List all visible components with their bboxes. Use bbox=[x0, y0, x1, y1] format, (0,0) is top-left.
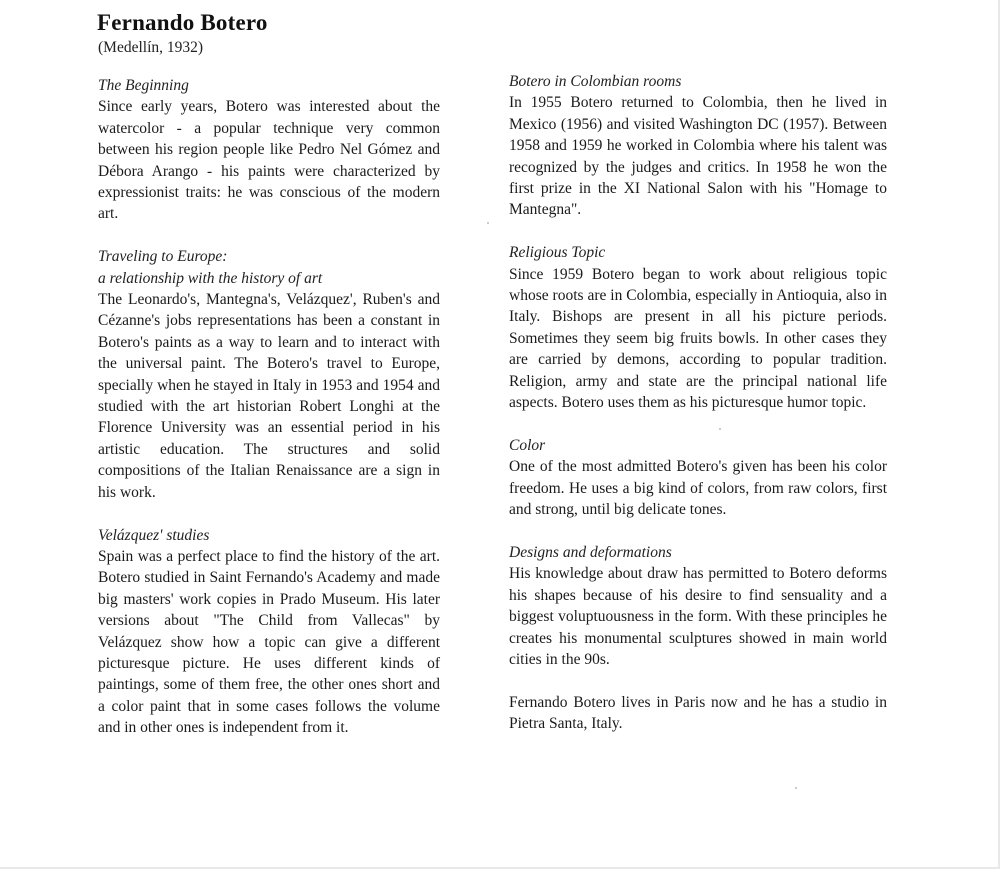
section-body: The Leonardo's, Mantegna's, Velázquez', Ruben's and Cézanne's jobs representations has been a constant in Botero's paints as a way to learn and to interact with the universal paint. The Botero's travel to Europe, specially when he stayed in Italy in 1953 and 1954 and studied with the art historian Robert Longhi at the Florence University was an essential period in his artistic education. The structures and solid compositions of the Italian Renaissance are a sign in his work. bbox=[98, 291, 440, 501]
section-body: Spain was a perfect place to find the history of the art. Botero studied in Saint Fernando's Academy and made big masters' work copies in Prado Museum. His later versions about "The Child from Vallecas" by Velázquez show how a topic can give a different picturesque picture. He uses different kinds of paintings, some of them free, the other ones short and a color paint that in some cases follows the volume and in other ones is independent from it. bbox=[98, 547, 440, 737]
section-heading: Traveling to Europe: bbox=[98, 248, 228, 266]
section-designs-and-deformations bbox=[509, 542, 887, 670]
section-heading: Botero in Colombian rooms bbox=[509, 73, 682, 90]
section-botero-in-colombian-rooms bbox=[509, 71, 887, 221]
section-body: One of the most admitted Botero's given has been his color freedom. He uses a big kind of colors, from raw colors, first and strong, until big delicate tones. bbox=[509, 458, 887, 519]
closing-paragraph bbox=[509, 692, 887, 735]
section-color bbox=[509, 435, 887, 521]
section-subheading: a relationship with the history of art bbox=[98, 269, 323, 287]
left-column bbox=[98, 75, 440, 760]
page-title: Fernando Botero bbox=[97, 10, 268, 35]
section-traveling-to-europe bbox=[98, 246, 440, 503]
page-subtitle: (Medellín, 1932) bbox=[98, 39, 204, 56]
section-body: His knowledge about draw has permitted to Botero deforms his shapes because of his desire to find sensuality and a biggest voluptuousness in the form. With these principles he creates his monumental sculptures showed in main world cities in the 90s. bbox=[509, 565, 887, 668]
section-velazquez-studies bbox=[98, 525, 440, 739]
section-heading: Designs and deformations bbox=[509, 543, 672, 561]
section-body: Since 1959 Botero began to work about religious topic whose roots are in Colombia, especially in Antioquia, also in Italy. Bishops are present in all his picture periods. Sometimes they seem big fruits bowls. In other cases they are carried by demons, according to popular tradition. Religion, army and state are the principal national life aspects. Botero uses them as his picturesque humor topic. bbox=[509, 265, 887, 412]
section-body: Since early years, Botero was interested about the watercolor - a popular technique very common between his region people like Pedro Nel Gómez and Débora Arango - his paints were characterized by expressionist traits: he was conscious of the modern art. bbox=[98, 98, 440, 223]
right-column bbox=[509, 71, 887, 756]
section-heading: The Beginning bbox=[98, 77, 189, 94]
section-the-beginning bbox=[98, 75, 440, 225]
section-body: In 1955 Botero returned to Colombia, then he lived in Mexico (1956) and visited Washington DC (1957). Between 1958 and 1959 he worked in Colombia where his talent was recognized by the judges and critics. In 1958 he won the first prize in the XI National Salon with his "Homage to Mantegna". bbox=[509, 94, 887, 219]
section-heading: Velázquez' studies bbox=[98, 526, 210, 544]
scan-speck bbox=[795, 787, 797, 789]
scan-speck bbox=[487, 222, 489, 224]
scan-speck bbox=[719, 428, 721, 430]
closing-text: Fernando Botero lives in Paris now and he has a studio in Pietra Santa, Italy. bbox=[509, 693, 887, 733]
section-heading: Religious Topic bbox=[509, 244, 606, 262]
section-heading: Color bbox=[509, 436, 546, 454]
section-religious-topic bbox=[509, 242, 887, 413]
